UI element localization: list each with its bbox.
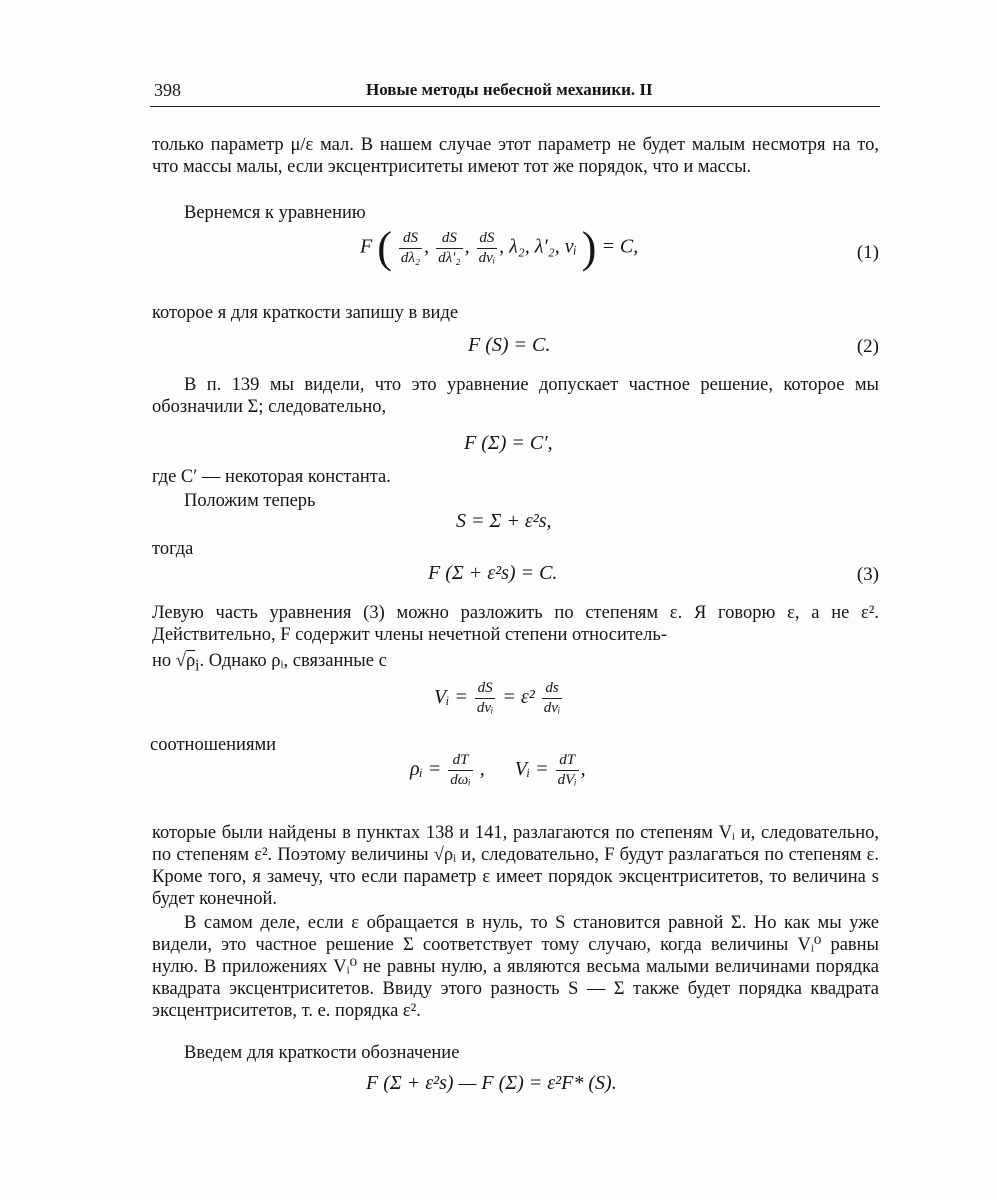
- equation-rho: [410, 752, 586, 789]
- text-let-us-set: Положим теперь: [184, 491, 316, 511]
- running-title: Новые методы небесной механики. II: [366, 80, 653, 99]
- eqV-f2-num: ds: [542, 680, 563, 699]
- eq1-tail: , λ₂, λ′₂, νᵢ: [499, 235, 577, 258]
- text-constant: где C′ — некоторая константа.: [152, 467, 391, 487]
- equation-2: F (S) = C.: [468, 334, 551, 356]
- equation-2-number: (2): [856, 336, 879, 357]
- eqrho-frac-1: [448, 752, 472, 789]
- equation-sigma: F (Σ) = C′,: [464, 432, 553, 454]
- eqrho-f2-num: dT: [556, 752, 579, 771]
- equation-3-number: (3): [856, 564, 879, 585]
- eq1-f1-den: dλ₂: [400, 249, 421, 266]
- paragraph-mass-parameter: только параметр μ/ε мал. В нашем случае этот параметр не будет малым несмотря на то, что массы малы, если эксцентриситеты имеют тот же порядок, что и массы.: [152, 135, 879, 177]
- eqV-f2-den: dνᵢ: [543, 700, 561, 716]
- eq1-frac-2: [436, 230, 463, 267]
- text-return-to-equation: Вернемся к уравнению: [184, 203, 366, 223]
- eq1-frac-3: [477, 230, 498, 267]
- eqrho-frac-2: [556, 752, 579, 789]
- equation-last: F (Σ + ε²s) — F (Σ) = ε²F* (S).: [366, 1072, 617, 1094]
- equation-V: [434, 680, 564, 717]
- paragraph-particular-solution: В п. 139 мы видели, что это уравнение допускает частное решение, которое мы обозначили Σ; следовательно,: [152, 375, 879, 417]
- eqrho-mid: , Vᵢ =: [479, 758, 549, 781]
- paragraph-eps-zero: В самом деле, если ε обращается в нуль, то S становится равной Σ. Но как мы уже видели, это частное решение Σ соответствует тому случаю, когда величины Vᵢ⁰ равны нулю. В приложениях Vᵢ⁰ не равны нулю, а являются весьма малыми величинами порядка квадрата эксцентриситетов. Ввиду этого разность S — Σ также будет порядка квадрата эксцентриситетов, т. е. порядка ε².: [152, 913, 879, 1021]
- eqV-mid: = ε²: [502, 686, 535, 709]
- header-rule: [150, 106, 880, 107]
- text-notation: Введем для краткости обозначение: [184, 1043, 460, 1063]
- eqrho-f1-den: dωᵢ: [450, 772, 471, 788]
- text-rho-sqrt: [152, 650, 387, 678]
- eqrho-f2-den: dVᵢ: [557, 772, 577, 788]
- eq1-lhs: F: [360, 235, 373, 258]
- equation-S: S = Σ + ε²s,: [456, 510, 552, 532]
- eqV-lhs: Vᵢ =: [434, 686, 468, 709]
- equation-1: F ( $\frac{dS}{\text{dλ₂}}$ , $\frac{dS}{\text{dλ′₂}}$ , $\frac{dS}{\text{dνᵢ}}$ , λ₂, λ′₂, νᵢ ) = C,: [360, 223, 639, 272]
- eq1-open-paren: (: [377, 223, 392, 272]
- text-then: тогда: [152, 539, 194, 559]
- page-number: 398: [154, 80, 181, 100]
- eqV-frac-1: [475, 680, 496, 717]
- eqV-f1-den: dνᵢ: [476, 700, 494, 716]
- eqV-f1-num: dS: [475, 680, 496, 699]
- sqrt-rho: $√\rho_i$: [175, 651, 200, 675]
- paragraph-expansion: Левую часть уравнения (3) можно разложить по степеням ε. Я говорю ε, а не ε². Действительно, F содержит члены нечетной степени относитель-: [152, 603, 879, 645]
- eq1-frac-1: [399, 230, 422, 267]
- sqrt-rho-sub: i: [195, 657, 200, 675]
- eqrho-lhs: ρᵢ =: [410, 758, 442, 781]
- equation-1-number: (1): [856, 242, 879, 263]
- sqrt-rho-radicand: ρ: [185, 651, 196, 671]
- eq1-f3-den: dνᵢ: [478, 249, 496, 266]
- eq1-f2-den: dλ′₂: [438, 249, 461, 266]
- text-rho-pre: но: [152, 651, 172, 671]
- eq1-rhs: = C,: [601, 235, 639, 258]
- text-rho-post: . Однако ρᵢ, связанные с: [199, 651, 387, 671]
- eqrho-f1-num: dT: [448, 752, 472, 771]
- eq1-f1-num: dS: [399, 230, 422, 249]
- text-relations: соотношениями: [150, 735, 277, 755]
- eq1-f3-num: dS: [477, 230, 498, 249]
- paragraph-expansion-powers: которые были найдены в пунктах 138 и 141, разлагаются по степеням Vᵢ и, следовательно, по степеням ε². Поэтому величины √ρᵢ и, следовательно, F будут разлагаться по степеням ε. Кроме того, я замечу, что если параметр ε имеет порядок эксцентриситетов, то величина s будет конечной.: [152, 823, 879, 909]
- eqV-frac-2: [542, 680, 563, 717]
- equation-3: F (Σ + ε²s) = C.: [428, 562, 558, 584]
- eqrho-end: ,: [580, 758, 586, 781]
- eq1-f2-num: dS: [436, 230, 463, 249]
- text-short-form: которое я для краткости запишу в виде: [152, 303, 459, 323]
- eq1-close-paren: ): [581, 223, 597, 272]
